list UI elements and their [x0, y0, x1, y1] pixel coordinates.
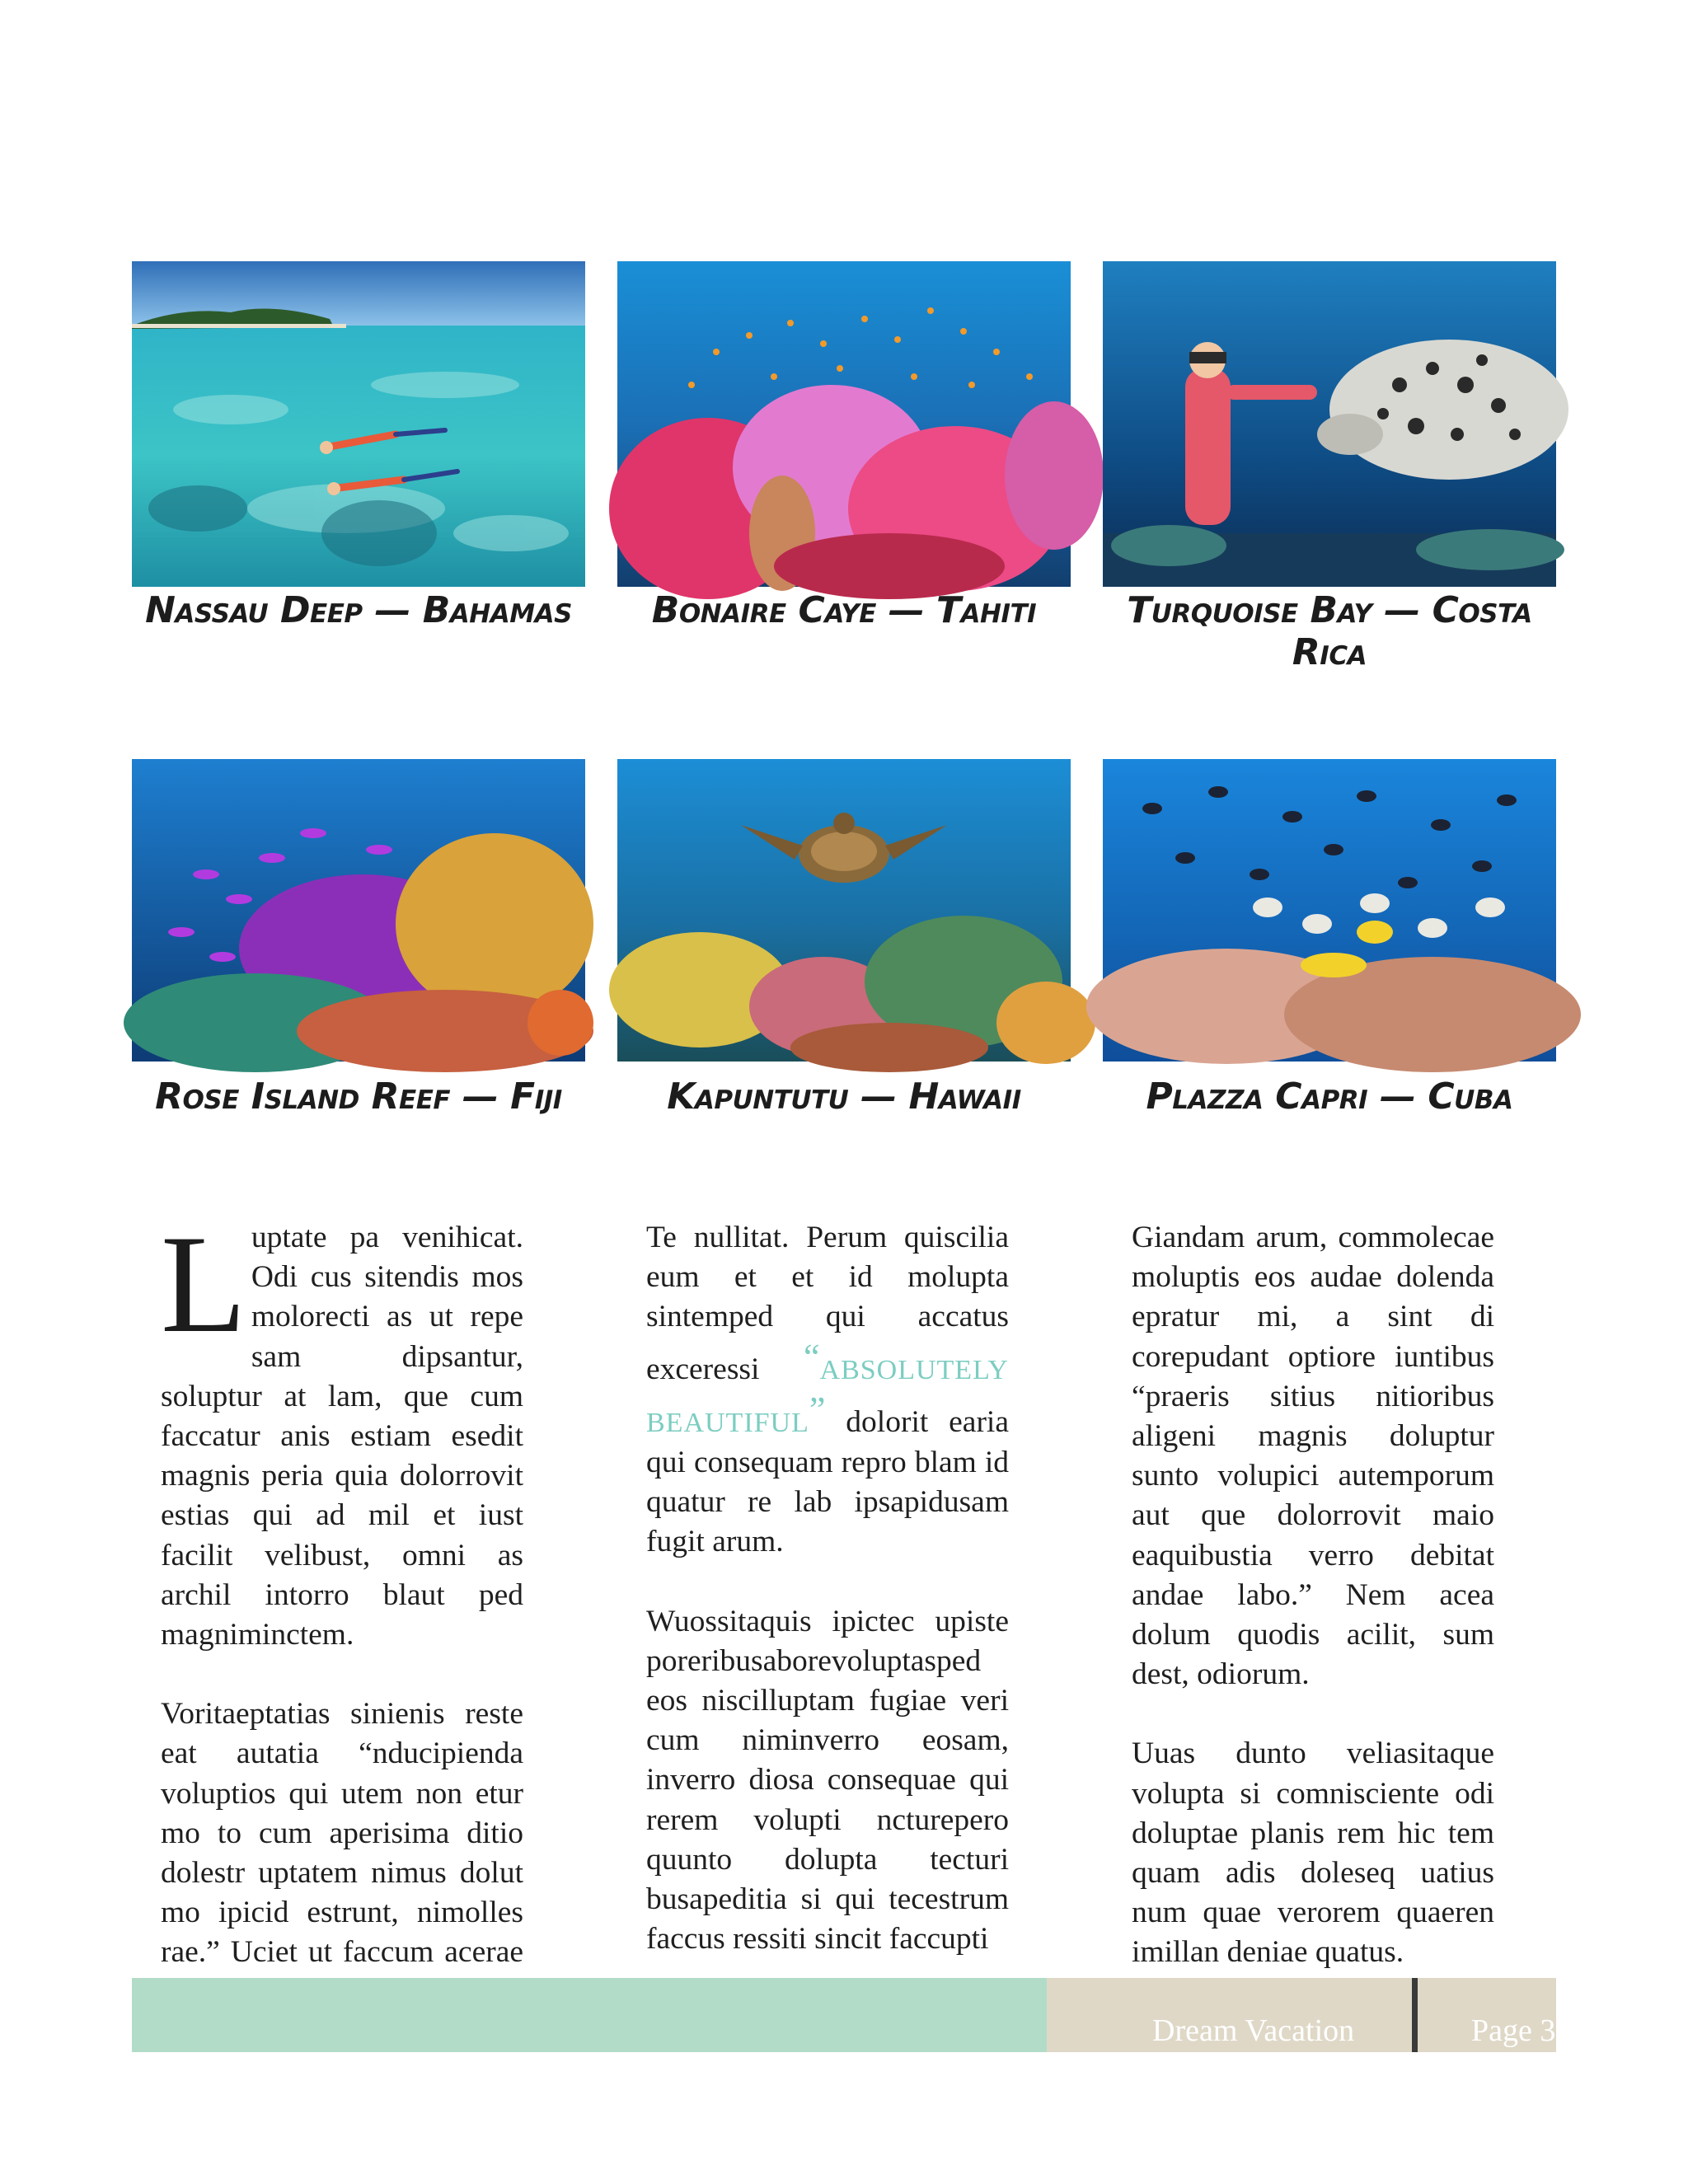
- column-2-paragraph-2: Wuossitaquis ipictec upiste poreribusaborevoluptasped eos niscilluptam fugiae veri cum niminverro eosam, inverro diosa consequae qui rerem volupti ncturepero quunto dolupta tecturi busapeditia si qui tecestrum faccus ressiti sincit faccupti: [646, 1604, 1009, 1957]
- column-2-paragraph-1: Te nullitat. Perum quiscilia eum et et id molupta sintemped qui accatus exceressi “ABSOLUTELY BEAUTIFUL” dolorit earia qui consequam repro blam id quatur re lab ipsapidusam fugit arum.: [646, 1221, 1009, 1559]
- bannerfish-reef-image: [1103, 759, 1556, 1062]
- column-1-paragraph-2: Voritaeptatias sinienis reste eat autatia “nducipienda voluptios qui utem non etur mo to cum aperisima ditio dolestr uptatem nimus dolut mo ipicid estrunt, nimolles rae.” Uciet ut faccum acerae: [161, 1697, 523, 1970]
- sea-turtle-image: [617, 759, 1071, 1062]
- photo-kapuntutu: [617, 759, 1071, 1062]
- footer-green-bar: [132, 1978, 1047, 2052]
- photo-plazza-capri: [1103, 759, 1556, 1062]
- caption-nassau-deep: Nassau Deep — Bahamas: [145, 589, 572, 631]
- caption-kapuntutu: Kapuntutu — Hawaii: [667, 1076, 1021, 1118]
- caption-bonaire-caye: Bonaire Caye — Tahiti: [651, 589, 1037, 631]
- caption-rose-island-reef: Rose Island Reef — Fiji: [155, 1076, 562, 1118]
- caption-plazza-capri: Plazza Capri — Cuba: [1146, 1076, 1513, 1118]
- quote-close-mark: ”: [809, 1389, 826, 1430]
- article-column-2: [646, 1218, 1009, 1972]
- footer-title: Dream Vacation: [1152, 2013, 1355, 2048]
- column-1-paragraph-1: Luptate pa venihicat. Odi cus sitendis mos molorecti as ut repe sam dipsantur, soluptur at lam, que cum faccatur anis estiam esedit magnis peria quia dolorrovit estias qui ad mil et iust facilit velibust, omni as archil intorro blaut ped magniminctem.: [161, 1207, 523, 1652]
- footer-divider: [1412, 1978, 1418, 2052]
- column-3-paragraph-1: Giandam arum, commolecae moluptis eos audae dolenda epratur mi, a sint di corepudant optiore iuntibus “praeris sitius nitioribus aligeni magnis doluptur sunto volupici autemporum aut que dolorrovit maio eaquibustia verro debitat andae labo.” Nem acea dolum quodis acilit, sum dest, odiorum.: [1132, 1221, 1494, 1692]
- snorkelers-image: [132, 261, 585, 587]
- article-column-1: [161, 1207, 523, 1972]
- caption-turquoise-bay: Turquoise Bay — Costa Rica: [1127, 589, 1532, 673]
- column-3-paragraph-2: Uuas dunto veliasitaque volupta si comnisciente odi doluptae planis rem hic tem quam adis doleseq uatius num quae verorem quaeren imillan deniae quatus.: [1132, 1736, 1494, 1970]
- article-column-3: [1132, 1218, 1494, 1972]
- photo-turquoise-bay: [1103, 261, 1556, 587]
- photo-rose-island-reef: [132, 759, 585, 1062]
- purple-fish-reef-image: [132, 759, 585, 1062]
- page-number: Page 3: [1471, 2013, 1556, 2048]
- diver-grouper-image: [1103, 261, 1556, 587]
- drop-cap: L: [161, 1207, 246, 1361]
- photo-nassau-deep: [132, 261, 585, 587]
- photo-bonaire-caye: [617, 261, 1071, 587]
- quote-open-mark: “: [803, 1336, 820, 1377]
- soft-coral-image: [617, 261, 1071, 587]
- pull-quote: ABSOLUTELY BEAUTIFUL: [646, 1354, 1009, 1438]
